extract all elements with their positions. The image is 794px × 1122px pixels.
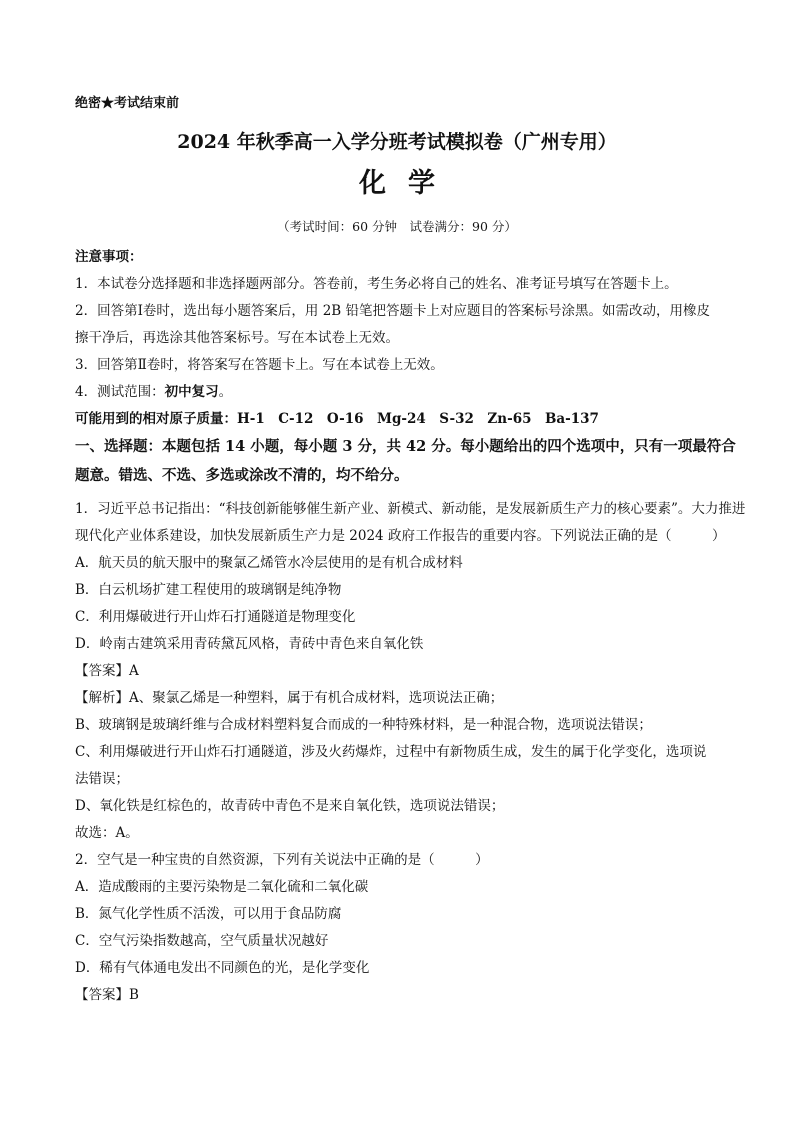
atomic-mass: 可能用到的相对原子质量：H-1 C-12 O-16 Mg-24 S-32 Zn-65 Ba-137 [75,411,599,427]
q1-analysis: 【解析】A、聚氯乙烯是一种塑料，属于有机合成材料，选项说法正确； [75,690,504,706]
q1-option-a: A．航天员的航天服中的聚氯乙烯管水冷层使用的是有机合成材料 [75,555,463,571]
q1-analysis: 法错误； [75,771,129,787]
q1-option-c: C．利用爆破进行开山炸石打通隧道是物理变化 [75,609,356,625]
note-item: 3．回答第Ⅱ卷时，将答案写在答题卡上。写在本试卷上无效。 [75,357,444,373]
q2-option-d: D．稀有气体通电发出不同颜色的光，是化学变化 [75,960,370,976]
q1-analysis: D、氧化铁是红棕色的，故青砖中青色不是来自氧化铁，选项说法错误； [75,798,505,814]
q2-option-a: A．造成酸雨的主要污染物是二氧化硫和二氧化碳 [75,879,369,895]
q1-analysis: C、利用爆破进行开山炸石打通隧道，涉及火药爆炸，过程中有新物质生成，发生的属于化学变化，选项说 [75,744,707,760]
subject-title: 化学 [359,168,457,199]
q2-option-c: C．空气污染指数越高，空气质量状况越好 [75,933,329,949]
exam-meta: （考试时间：60 分钟 试卷满分：90 分） [277,219,517,234]
scope-value: 初中复习 [164,384,219,400]
q1-analysis: 故选：A。 [75,825,139,841]
note-item: 擦干净后，再选涂其他答案标号。写在本试卷上无效。 [75,330,399,346]
q2-stem: 2．空气是一种宝贵的自然资源，下列有关说法中正确的是（ ） [75,852,489,868]
q1-stem-2: 现代化产业体系建设，加快发展新质生产力是 2024 政府工作报告的重要内容。下列说法正确的是（ ） [75,528,726,544]
scope-suffix: 。 [218,384,233,400]
q2-option-b: B．氮气化学性质不活泼，可以用于食品防腐 [75,906,342,922]
note-item: 1．本试卷分选择题和非选择题两部分。答卷前，考生务必将自己的姓名、准考证号填写在答题卡上。 [75,276,678,292]
exam-title: 2024 年秋季高一入学分班考试模拟卷（广州专用） [177,131,617,153]
note-scope [75,383,735,401]
note-item: 2．回答第Ⅰ卷时，选出每小题答案后，用 2B 铅笔把答题卡上对应题目的答案标号涂黑。如需改动，用橡皮 [75,303,711,319]
q1-answer: 【答案】A [75,663,139,679]
section1-line1: 一、选择题：本题包括 14 小题，每小题 3 分，共 42 分。每小题给出的四个选项中，只有一项最符合 [75,438,736,455]
scope-prefix: 4．测试范围： [75,384,165,400]
section1-line2: 题意。错选、不选、多选或涂改不清的，均不给分。 [75,467,409,484]
q2-answer: 【答案】B [75,987,139,1003]
q1-stem-1: 1．习近平总书记指出：“科技创新能够催生新产业、新模式、新动能，是发展新质生产力的核心要素”。大力推进 [75,501,746,517]
q1-option-b: B．白云机场扩建工程使用的玻璃钢是纯净物 [75,582,342,598]
q1-option-d: D．岭南古建筑采用青砖黛瓦风格，青砖中青色来自氧化铁 [75,636,424,652]
q1-analysis: B、玻璃钢是玻璃纤维与合成材料塑料复合而成的一种特殊材料，是一种混合物，选项说法错误； [75,717,652,733]
secret-label: 绝密★考试结束前 [75,96,180,111]
notes-heading: 注意事项： [75,249,143,265]
